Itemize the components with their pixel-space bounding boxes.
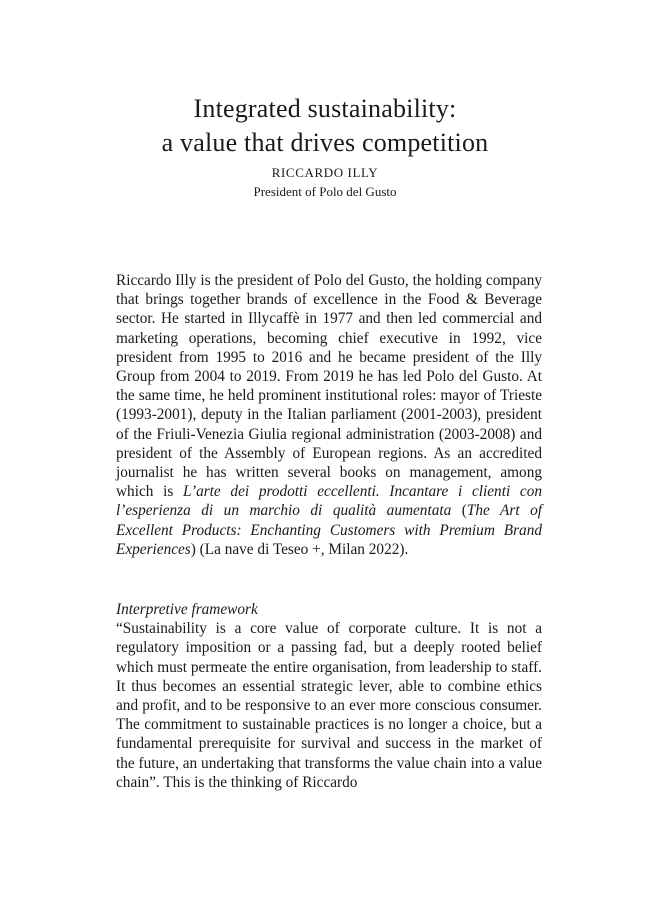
chapter-title-line-2: a value that drives competition (161, 128, 489, 157)
section-paragraph: “Sustainability is a core value of corporate culture. It is not a regulatory imposition or a passing fad, but a deeply rooted belief which must permeate the entire organisation, from leadership to staff. It thus becomes an essential strategic lever, able to combine ethics and profit, and to be responsive to an ever more conscious consumer. The commitment to sustainable practices is no longer a choice, but a fundamental prerequisite for survival and success in the market of the future, an undertaking that transforms the value chain into a value chain”. This is the thinking of Riccardo (116, 620, 542, 791)
bio-book-english-title: The Art of Excellent Products: Enchanting Customers with Premium Brand Experiences (116, 502, 542, 558)
author-name: RICCARDO ILLY (271, 165, 379, 180)
author-role: President of Polo del Gusto (253, 184, 397, 199)
author-bio-paragraph (116, 271, 542, 559)
chapter-title-line-1: Integrated sustainability: (193, 94, 457, 123)
bio-text: Riccardo Illy is the president of Polo del Gusto, the holding company that brings together brands of excellence in the Food & Beverage sector. He started in Illycaffè in 1977 and then led commercial and marketing operations, becoming chief executive in 1992, vice president from 1995 to 2016 and he became president of the Illy Group from 2004 to 2019. From 2019 he has led Polo del Gusto. At the same time, he held prominent institutional roles: mayor of Trieste (1993-2001), deputy in the Italian parliament (2001-2003), president of the Friuli-Venezia Giulia regional administration (2003-2008) and president of the Assembly of European regions. As an accredited journalist he has written several books on management, among which is (116, 272, 542, 501)
section-heading: Interpretive framework (116, 601, 258, 618)
bio-paren-open: ( (451, 502, 467, 520)
bio-paren-close: ) (La nave di Teseo +, Milan 2022). (190, 540, 409, 558)
chapter-title (60, 92, 590, 160)
bio-book-italian-title: L’arte dei prodotti eccellenti. Incantare i clienti con l’esperienza di un marchio di qualità aumentata (116, 483, 542, 520)
interpretive-framework-section (116, 600, 542, 792)
